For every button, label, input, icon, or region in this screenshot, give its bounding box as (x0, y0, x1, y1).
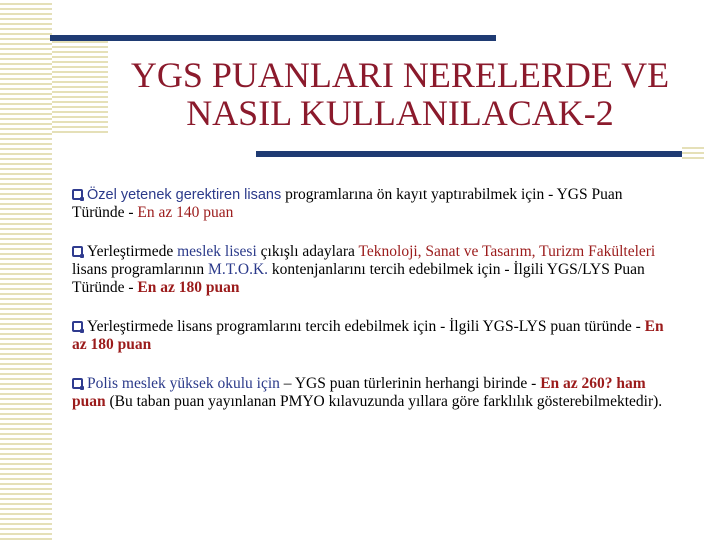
bullet-4-text-a: – YGS puan türlerinin herhangi birinde - (279, 375, 541, 392)
bullet-4-score: En az 260? ham puan (72, 375, 646, 410)
bullet-square-icon (72, 378, 83, 389)
bullet-3-score: En az 180 puan (72, 318, 664, 353)
bullet-item-2 (72, 243, 672, 297)
title-stripe-box (52, 38, 108, 134)
bullet-4-text-b: (Bu taban puan yayınlanan PMYO kılavuzunda yıllara göre farklılık gösterebilmektedir). (105, 393, 663, 410)
bullet-square-icon (72, 321, 83, 332)
bullet-3-text: Yerleştirmede lisans programlarını tercih edebilmek için - İlgili YGS-LYS puan türünde - (87, 318, 645, 335)
bullet-2-text-b: çıkışlı adaylara (256, 243, 359, 260)
bullet-item-1 (72, 186, 672, 222)
bullet-2-text-a: Yerleştirmede (87, 243, 178, 260)
left-stripe-decoration (0, 0, 52, 540)
slide-title-line-2: NASIL KULLANILACAK-2 (186, 93, 614, 133)
bullet-list (72, 186, 672, 432)
title-top-bar (50, 35, 496, 41)
slide-title-line-1: YGS PUANLARI NERELERDE VE (130, 55, 670, 95)
bullet-2-highlight-a: meslek lisesi (177, 243, 257, 260)
bullet-2-text-d: kontenjanlarını tercih edebilmek için - İlgili YGS/LYS Puan Türünde - (72, 261, 645, 296)
bullet-1-score: En az 140 puan (137, 204, 234, 221)
bullet-item-4 (72, 375, 672, 411)
bottom-bar-stripe-box (682, 144, 704, 160)
bullet-item-3 (72, 318, 672, 354)
bullet-2-text-c: lisans programlarının (72, 261, 209, 278)
title-bottom-bar (256, 151, 702, 157)
bullet-2-highlight-c: M.T.O.K. (208, 261, 269, 278)
bullet-1-text: programlarına ön kayıt yaptırabilmek için - YGS Puan Türünde - (72, 186, 623, 221)
bullet-2-score: En az 180 puan (137, 279, 240, 296)
bullet-square-icon (72, 189, 83, 200)
bullet-square-icon (72, 246, 83, 257)
bullet-4-highlight: Polis meslek yüksek okulu için (87, 375, 280, 392)
bullet-1-highlight: Özel yetenek gerektiren lisans (87, 187, 282, 203)
bullet-2-highlight-b: Teknoloji, Sanat ve Tasarım, Turizm Fakülteleri (358, 243, 656, 260)
slide-title (108, 56, 692, 132)
